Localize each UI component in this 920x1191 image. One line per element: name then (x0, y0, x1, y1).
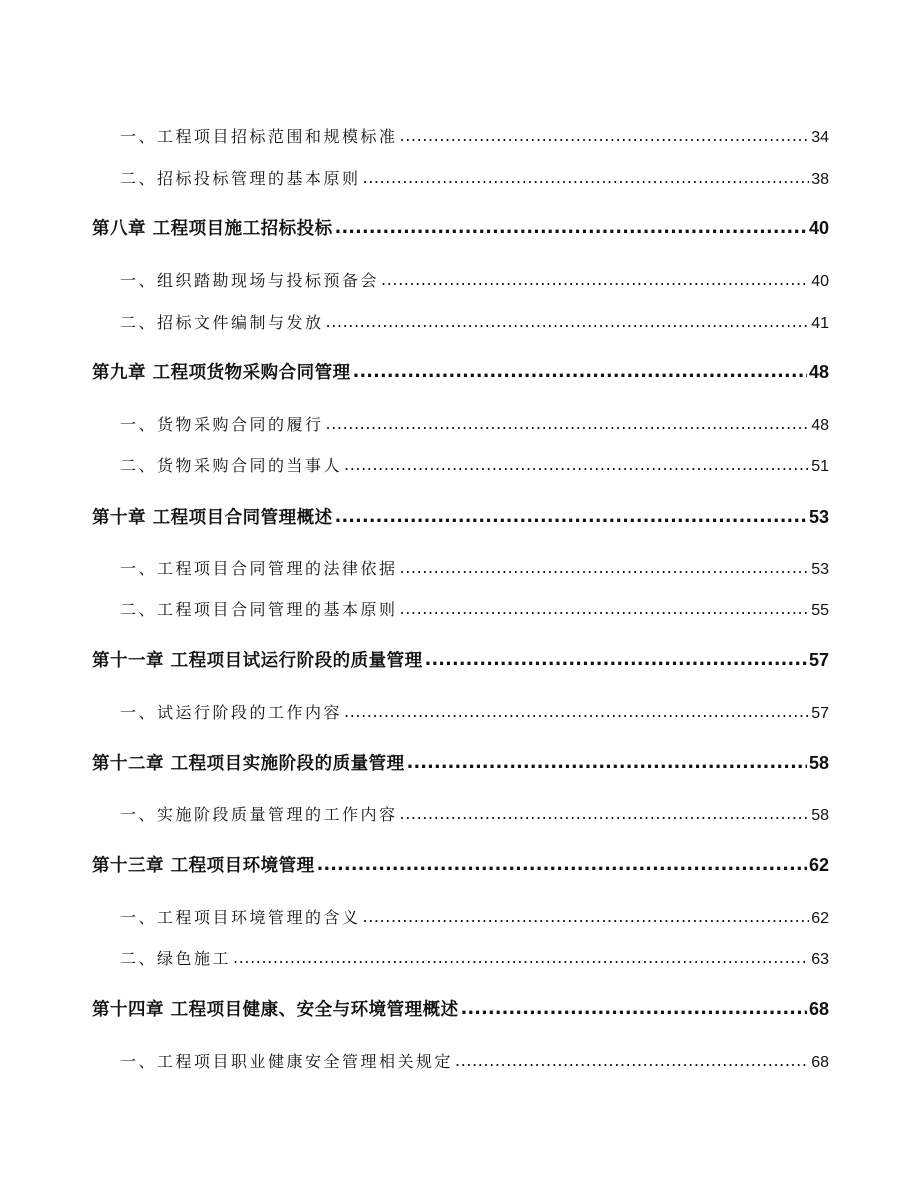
dot-leader (455, 1051, 809, 1070)
entry-page-number: 53 (811, 561, 829, 578)
toc-entry[interactable] (92, 1049, 829, 1072)
dot-leader (353, 362, 807, 382)
chapter-page-number: 62 (808, 855, 829, 875)
entry-title: 工程项目职业健康安全管理相关规定 (157, 1052, 454, 1071)
chapter-page-number: 58 (808, 753, 829, 773)
toc-entry[interactable] (92, 802, 829, 825)
entry-title: 组织踏勘现场与投标预备会 (157, 271, 380, 290)
toc-entry[interactable] (92, 166, 829, 189)
entry-number: 二、 (120, 949, 158, 968)
entry-title: 招标投标管理的基本原则 (157, 169, 361, 188)
entry-title: 工程项目合同管理的基本原则 (157, 600, 398, 619)
dot-leader (335, 218, 807, 238)
toc-chapter[interactable] (92, 750, 829, 775)
dot-leader (326, 414, 810, 433)
dot-leader (326, 312, 810, 331)
entry-number: 一、 (120, 908, 158, 927)
entry-page-number: 40 (811, 273, 829, 290)
toc-chapter[interactable] (92, 504, 829, 529)
entry-number: 一、 (120, 271, 158, 290)
toc-entry[interactable] (92, 597, 829, 620)
toc-entry[interactable] (92, 268, 829, 291)
toc-chapter[interactable] (92, 215, 829, 240)
entry-page-number: 63 (811, 951, 829, 968)
entry-page-number: 38 (811, 171, 829, 188)
chapter-title: 第十二章 工程项目实施阶段的质量管理 (92, 754, 405, 774)
chapter-page-number: 48 (808, 362, 829, 382)
entry-title: 货物采购合同的当事人 (157, 456, 343, 475)
dot-leader (233, 948, 809, 967)
entry-page-number: 51 (811, 458, 829, 475)
dot-leader (400, 599, 810, 618)
toc-entry[interactable] (92, 556, 829, 579)
entry-page-number: 68 (811, 1054, 829, 1071)
dot-leader (407, 753, 807, 773)
entry-title: 货物采购合同的履行 (157, 415, 324, 434)
entry-number: 一、 (120, 1052, 158, 1071)
dot-leader (344, 702, 809, 721)
chapter-title: 第十章 工程项目合同管理概述 (92, 508, 333, 528)
dot-leader (317, 855, 807, 875)
entry-title: 工程项目招标范围和规模标准 (157, 127, 398, 146)
chapter-page-number: 57 (808, 650, 829, 670)
entry-number: 二、 (120, 169, 158, 188)
entry-number: 一、 (120, 703, 158, 722)
chapter-title: 第八章 工程项目施工招标投标 (92, 219, 333, 239)
entry-title: 实施阶段质量管理的工作内容 (157, 805, 398, 824)
entry-number: 二、 (120, 313, 158, 332)
chapter-title: 第十三章 工程项目环境管理 (92, 856, 315, 876)
chapter-title: 第十一章 工程项目试运行阶段的质量管理 (92, 651, 423, 671)
chapter-page-number: 68 (808, 999, 829, 1019)
toc-entry[interactable] (92, 905, 829, 928)
toc-entry[interactable] (92, 700, 829, 723)
entry-page-number: 34 (811, 129, 829, 146)
dot-leader (425, 650, 807, 670)
entry-title: 试运行阶段的工作内容 (157, 703, 343, 722)
dot-leader (344, 455, 809, 474)
entry-number: 二、 (120, 456, 158, 475)
entry-number: 一、 (120, 559, 158, 578)
entry-title: 工程项目合同管理的法律依据 (157, 559, 398, 578)
entry-page-number: 48 (811, 417, 829, 434)
entry-page-number: 58 (811, 807, 829, 824)
toc-entry[interactable] (92, 412, 829, 435)
entry-title: 招标文件编制与发放 (157, 313, 324, 332)
toc-entry[interactable] (92, 453, 829, 476)
entry-page-number: 55 (811, 602, 829, 619)
chapter-title: 第十四章 工程项目健康、安全与环境管理概述 (92, 1000, 459, 1020)
entry-number: 一、 (120, 415, 158, 434)
entry-page-number: 62 (811, 910, 829, 927)
entry-number: 一、 (120, 805, 158, 824)
entry-title: 工程项目环境管理的含义 (157, 908, 361, 927)
entry-page-number: 57 (811, 705, 829, 722)
toc-chapter[interactable] (92, 852, 829, 877)
chapter-page-number: 40 (808, 218, 829, 238)
chapter-title: 第九章 工程项货物采购合同管理 (92, 363, 351, 383)
toc-chapter[interactable] (92, 996, 829, 1021)
entry-number: 二、 (120, 600, 158, 619)
dot-leader (461, 999, 807, 1019)
entry-page-number: 41 (811, 315, 829, 332)
entry-title: 绿色施工 (157, 949, 232, 968)
dot-leader (363, 907, 810, 926)
dot-leader (381, 270, 809, 289)
dot-leader (363, 168, 810, 187)
dot-leader (335, 507, 807, 527)
dot-leader (400, 126, 810, 145)
dot-leader (400, 804, 810, 823)
toc-chapter[interactable] (92, 647, 829, 672)
toc-entry[interactable] (92, 124, 829, 147)
toc-entry[interactable] (92, 946, 829, 969)
entry-number: 一、 (120, 127, 158, 146)
chapter-page-number: 53 (808, 507, 829, 527)
dot-leader (400, 558, 810, 577)
toc-entry[interactable] (92, 310, 829, 333)
toc-chapter[interactable] (92, 359, 829, 384)
